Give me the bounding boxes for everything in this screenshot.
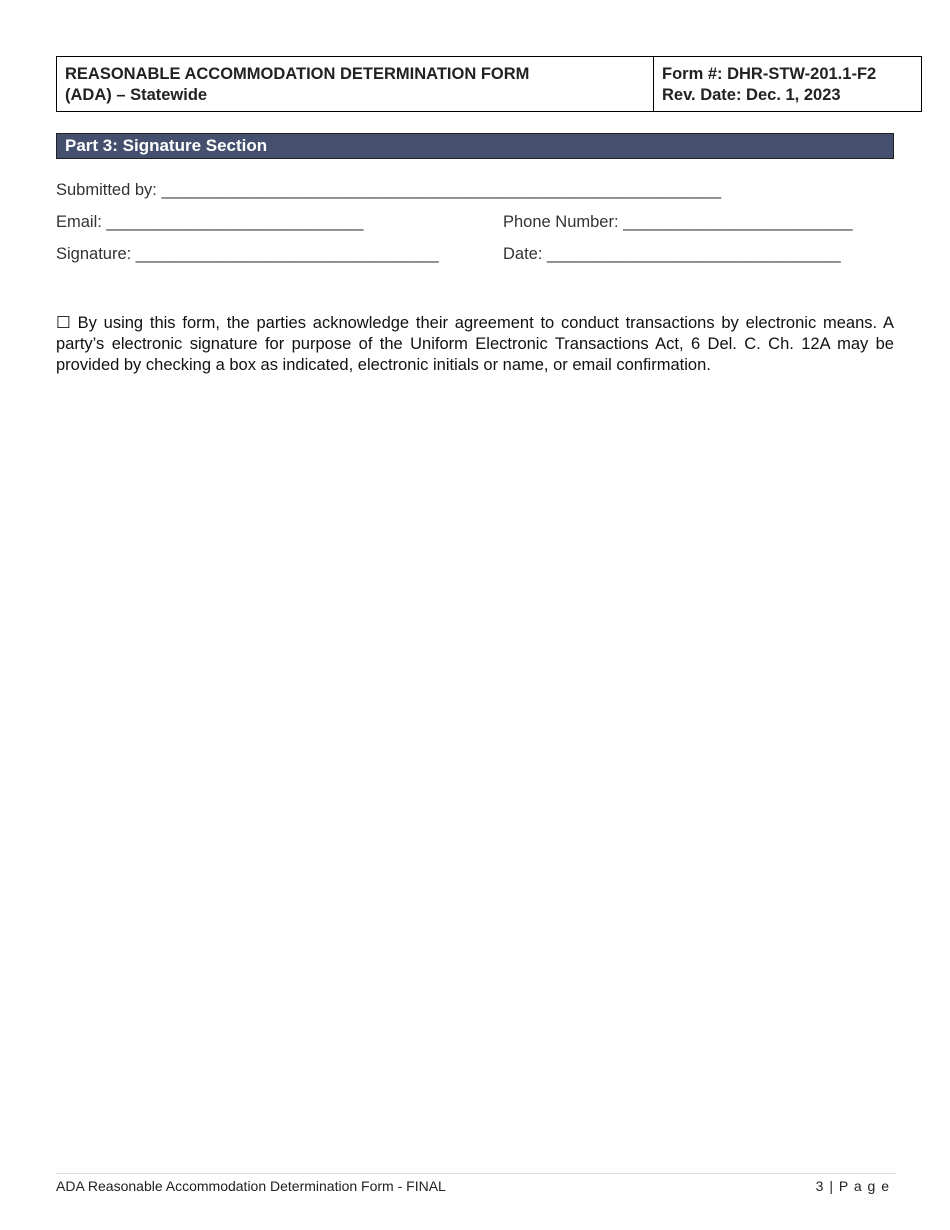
footer-divider [56,1173,896,1174]
submitted-by-field[interactable]: Submitted by: _____________________________________________________________ [56,181,722,199]
agreement-text: By using this form, the parties acknowledge their agreement to conduct transactions by electronic means. A party’s electronic signature for purpose of the Uniform Electronic Transactions Act, 6 Del. C. Ch. 12A may be provided by checking a box as indicated, electronic initials or name, or email confirmation. [56,314,894,374]
title-line-1: REASONABLE ACCOMMODATION DETERMINATION FORM [65,65,530,83]
header-table [56,56,922,112]
signature-field[interactable]: Signature: _________________________________ [56,245,439,263]
form-number: Form #: DHR-STW-201.1-F2 [662,65,877,83]
email-field[interactable]: Email: ____________________________ [56,213,364,231]
form-meta [654,57,921,111]
form-title [57,57,654,111]
title-line-2: (ADA) – Statewide [65,86,208,104]
section-banner: Part 3: Signature Section [56,133,894,159]
agreement-paragraph [56,313,894,376]
date-field[interactable]: Date: ________________________________ [503,245,841,263]
page-number: 3 | P a g e [815,1178,890,1194]
footer-title: ADA Reasonable Accommodation Determination Form - FINAL [56,1178,446,1194]
agreement-checkbox[interactable]: ☐ [56,314,71,332]
rev-date: Rev. Date: Dec. 1, 2023 [662,86,841,104]
phone-field[interactable]: Phone Number: _________________________ [503,213,853,231]
